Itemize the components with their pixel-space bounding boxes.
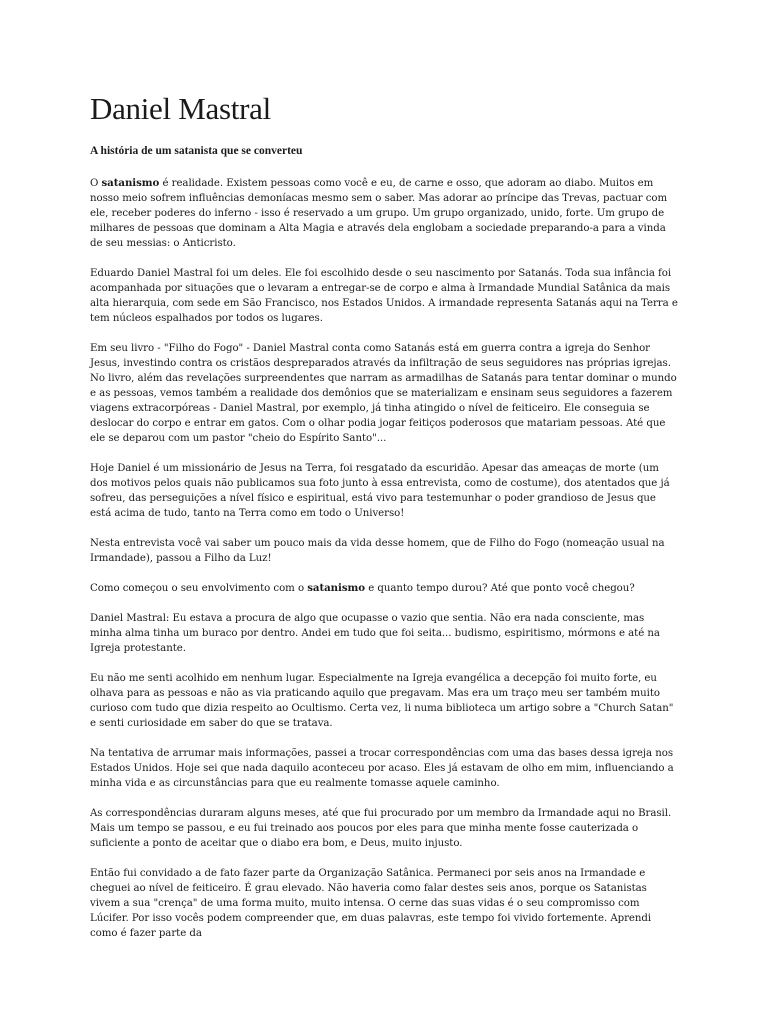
answer-paragraph-2: Eu não me senti acolhido em nenhum lugar. Especialmente na Igreja evangélica a decepção foi muito forte, eu olhava para as pessoas e não as via praticando aquilo que pregavam. Mas era um traço meu ser também muito curioso com tudo que dizia respeito ao Ocultismo. Certa vez, li numa biblioteca um artigo sobre a "Church Satan" e senti curiosidade em saber do que se tratava. <box>90 673 674 730</box>
interview-question <box>90 581 678 596</box>
paragraph-4: Hoje Daniel é um missionário de Jesus na Terra, foi resgatado da escuridão. Apesar das ameaças de morte (um dos motivos pelos quais não publicamos sua foto junto à essa entrevista, como de costume), dos atentados que já sofreu, das perseguições a nível físico e espiritual, está vivo para testemunhar o poder grandioso de Jesus que está acima de tudo, tanto na Terra como em todo o Universo! <box>90 463 670 520</box>
paragraph-1 <box>90 176 678 251</box>
answer-paragraph-3: Na tentativa de arrumar mais informações, passei a trocar correspondências com uma das bases dessa igreja nos Estados Unidos. Hoje sei que nada daquilo aconteceu por acaso. Eles já estavam de olho em mim, influenciando a minha vida e as circunstâncias para que eu realmente tomasse aquele caminho. <box>90 748 674 790</box>
page-subtitle: A história de um satanista que se converteu <box>90 145 303 158</box>
question-keyword: satanismo <box>307 582 366 595</box>
paragraph-1-rest: é realidade. Existem pessoas como você e eu, de carne e osso, que adoram ao diabo. Muitos em nosso meio sofrem influências demoníacas mesmo sem o saber. Mas adorar ao príncipe das Trevas, pactuar com ele, receber poderes do inferno - isso é reservado a um grupo. Um grupo organizado, unido, forte. Um grupo de milhares de pessoas que dominam a Alta Magia e através dela englobam a sociedade preparando-a para a vinda de seu messias: o Anticristo. <box>90 178 668 250</box>
page-title: Daniel Mastral <box>90 91 271 126</box>
paragraph-1-start: O <box>90 178 102 190</box>
paragraph-2: Eduardo Daniel Mastral foi um deles. Ele foi escolhido desde o seu nascimento por Satanás. Toda sua infância foi acompanhada por situações que o levaram a entregar-se de corpo e alma à Irmandade Mundial Satânica da mais alta hierarquia, com sede em São Francisco, nos Estados Unidos. A irmandade representa Satanás aqui na Terra e tem núcleos espalhados por todos os lugares. <box>90 268 678 325</box>
answer-paragraph-4: As correspondências duraram alguns meses, até que fui procurado por um membro da Irmandade aqui no Brasil. Mais um tempo se passou, e eu fui treinado aos poucos por eles para que minha mente fosse cauterizada o suficiente a ponto de aceitar que o diabo era bom, e Deus, muito injusto. <box>90 808 672 850</box>
question-rest: e quanto tempo durou? Até que ponto você chegou? <box>365 583 635 595</box>
paragraph-5: Nesta entrevista você vai saber um pouco mais da vida desse homem, que de Filho do Fogo (nomeação usual na Irmandade), passou a Filho da Luz! <box>90 538 665 565</box>
question-start: Como começou o seu envolvimento com o <box>90 583 308 595</box>
document-page <box>90 92 678 956</box>
answer-paragraph-5: Então fui convidado a de fato fazer parte da Organização Satânica. Permaneci por seis anos na Irmandade e cheguei ao nível de feiticeiro. É grau elevado. Não haveria como falar destes seis anos, porque os Satanistas vivem a sua "crença" de uma forma muito, muito intensa. O cerne das suas vidas é o seu compromisso com Lúcifer. Por isso vocês podem compreender que, em duas palavras, este tempo foi vivido fortemente. Aprendi como é fazer parte da <box>90 868 652 940</box>
answer-paragraph-1: Daniel Mastral: Eu estava a procura de algo que ocupasse o vazio que sentia. Não era nada consciente, mas minha alma tinha um buraco por dentro. Andei em tudo que foi seita... budismo, espiritismo, mórmons e até na Igreja protestante. <box>90 613 660 655</box>
paragraph-1-keyword: satanismo <box>101 177 160 190</box>
paragraph-3: Em seu livro - "Filho do Fogo" - Daniel Mastral conta como Satanás está em guerra contra a igreja do Senhor Jesus, investindo contra os cristãos despreparados através da infiltração de seus seguidores nas próprias igrejas. No livro, além das revelações surpreendentes que narram as armadilhas de Satanás para tentar dominar o mundo e as pessoas, vemos também a realidade dos demônios que se materializam e ensinam seus seguidores a fazerem viagens extracorpóreas - Daniel Mastral, por exemplo, já tinha atingido o nível de feiticeiro. Ele conseguia se deslocar do corpo e entrar em gatos. Com o olhar podia jogar feitiços poderosos que matariam pessoas. Até que ele se deparou com um pastor "cheio do Espírito Santo"... <box>90 343 677 445</box>
